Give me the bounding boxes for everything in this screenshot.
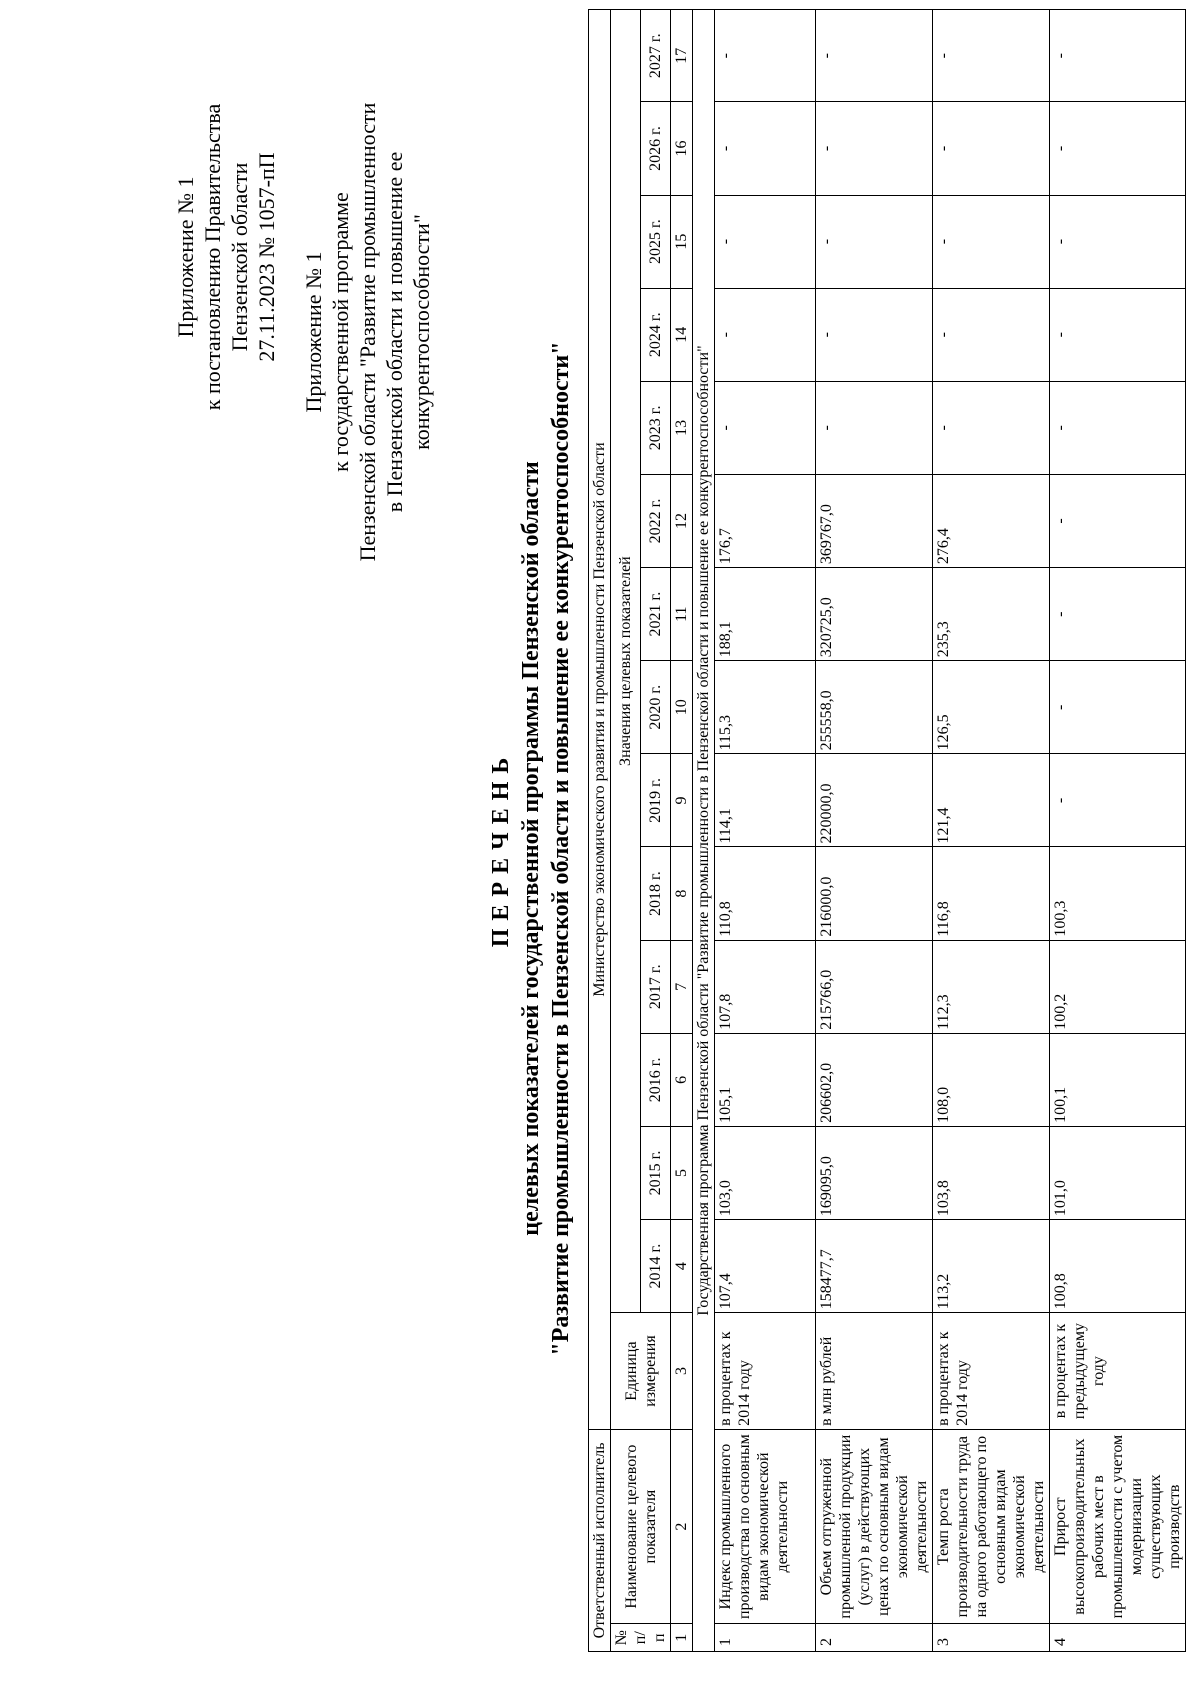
value-cell: 215766,0 [816, 940, 933, 1033]
indicator-unit: в процентах к предыдущему году [1050, 1313, 1186, 1430]
year-header: 2022 г. [641, 474, 671, 567]
value-cell: - [1050, 474, 1186, 567]
value-cell: - [816, 195, 933, 288]
value-cell: 220000,0 [816, 754, 933, 847]
value-cell: 105,1 [715, 1033, 816, 1126]
value-cell: 116,8 [933, 847, 1050, 940]
column-number: 14 [671, 288, 693, 381]
column-number: 10 [671, 661, 693, 754]
value-cell: - [1050, 195, 1186, 288]
value-cell: 276,4 [933, 474, 1050, 567]
appendix-line: Приложение № 1 [301, 251, 326, 413]
year-header: 2019 г. [641, 754, 671, 847]
value-cell: - [933, 195, 1050, 288]
year-header: 2014 г. [641, 1220, 671, 1313]
indicator-unit: в процентах к 2014 году [715, 1313, 816, 1430]
value-cell: - [933, 102, 1050, 195]
table-row [589, 10, 611, 1652]
year-header: 2018 г. [641, 847, 671, 940]
value-cell: 107,8 [715, 940, 816, 1033]
row-number: 1 [715, 1624, 816, 1652]
value-cell: 108,0 [933, 1033, 1050, 1126]
value-cell: - [715, 102, 816, 195]
value-cell: 169095,0 [816, 1126, 933, 1219]
indicator-name: Прирост высокопроизводительных рабочих мест в промышленности с учетом модернизации существующих производств [1050, 1429, 1186, 1623]
year-header: 2021 г. [641, 568, 671, 661]
value-cell: - [816, 288, 933, 381]
indicator-unit: в процентах к 2014 году [933, 1313, 1050, 1430]
value-cell: 121,4 [933, 754, 1050, 847]
column-number: 16 [671, 102, 693, 195]
value-cell: - [1050, 288, 1186, 381]
appendix-line: в Пензенской области и повышение ее [382, 151, 407, 513]
value-cell: - [715, 381, 816, 474]
resp-value: Министерство экономического развития и промышленности Пензенской области [589, 10, 611, 1430]
title-line: ПЕРЕЧЕНЬ [488, 749, 514, 948]
value-cell: - [933, 10, 1050, 102]
program-name: Государственная программа Пензенской области "Развитие промышленности в Пензенской области и повышение ее конкурентоспособности" [693, 10, 715, 1652]
value-cell: - [1050, 102, 1186, 195]
indicator-name: Объем отгруженной промышленной продукции (услуг) в действующих ценах по основным видам экономической деятельности [816, 1429, 933, 1623]
value-cell: 107,4 [715, 1220, 816, 1313]
column-number: 8 [671, 847, 693, 940]
column-number: 2 [671, 1429, 693, 1623]
col-header-no: № п/п [611, 1624, 671, 1652]
year-header: 2020 г. [641, 661, 671, 754]
value-cell: - [816, 10, 933, 102]
value-cell: - [715, 288, 816, 381]
col-header-unit: Единица измерения [611, 1313, 671, 1430]
value-cell: - [816, 381, 933, 474]
appendix-line: конкурентоспособности" [409, 214, 434, 450]
value-cell: 158477,7 [816, 1220, 933, 1313]
indicator-name: Индекс промышленного производства по основным видам экономической деятельности [715, 1429, 816, 1623]
value-cell: 100,2 [1050, 940, 1186, 1033]
year-header: 2027 г. [641, 10, 671, 102]
table-row [816, 10, 933, 1652]
appendix-line: Приложение № 1 [173, 176, 198, 338]
value-cell: 235,3 [933, 568, 1050, 661]
value-cell: - [933, 288, 1050, 381]
value-cell: 100,8 [1050, 1220, 1186, 1313]
row-number: 3 [933, 1624, 1050, 1652]
value-cell: - [933, 381, 1050, 474]
value-cell: 110,8 [715, 847, 816, 940]
appendix-line: 27.11.2023 № 1057-пП [254, 152, 279, 362]
column-number: 9 [671, 754, 693, 847]
column-number: 6 [671, 1033, 693, 1126]
value-cell: 126,5 [933, 661, 1050, 754]
indicator-unit: в млн рублей [816, 1313, 933, 1430]
column-number: 4 [671, 1220, 693, 1313]
indicator-name: Темп роста производительности труда на одного работающего по основным видам экономической деятельности [933, 1429, 1050, 1623]
value-cell: 255558,0 [816, 661, 933, 754]
appendix-program [300, 52, 435, 612]
value-cell: 114,1 [715, 754, 816, 847]
value-cell: - [715, 10, 816, 102]
year-header: 2016 г. [641, 1033, 671, 1126]
indicators-table [588, 9, 1186, 1652]
value-cell: - [816, 102, 933, 195]
value-cell: 206602,0 [816, 1033, 933, 1126]
appendix-line: Пензенской области "Развитие промышленности [355, 102, 380, 562]
value-cell: 216000,0 [816, 847, 933, 940]
year-header: 2026 г. [641, 102, 671, 195]
value-cell: - [1050, 661, 1186, 754]
value-cell: 320725,0 [816, 568, 933, 661]
column-number: 13 [671, 381, 693, 474]
row-number: 4 [1050, 1624, 1186, 1652]
year-header: 2015 г. [641, 1126, 671, 1219]
appendix-line: к постановлению Правительства [200, 103, 225, 411]
value-cell: - [1050, 10, 1186, 102]
col-header-name: Наименование целевого показателя [611, 1429, 671, 1623]
year-header: 2025 г. [641, 195, 671, 288]
year-header: 2024 г. [641, 288, 671, 381]
resp-label: Ответственный исполнитель [589, 1429, 611, 1651]
value-cell: 369767,0 [816, 474, 933, 567]
year-header: 2017 г. [641, 940, 671, 1033]
value-cell: 112,3 [933, 940, 1050, 1033]
column-number: 7 [671, 940, 693, 1033]
year-header: 2023 г. [641, 381, 671, 474]
value-cell: - [715, 195, 816, 288]
value-cell: - [1050, 568, 1186, 661]
value-cell: 100,1 [1050, 1033, 1186, 1126]
column-number: 15 [671, 195, 693, 288]
value-cell: - [1050, 754, 1186, 847]
value-cell: 100,3 [1050, 847, 1186, 940]
value-cell: 103,8 [933, 1126, 1050, 1219]
title-line: "Развитие промышленности в Пензенской области и повышение ее конкурентоспособности" [548, 341, 574, 1356]
column-number: 1 [671, 1624, 693, 1652]
table-row [933, 10, 1050, 1652]
column-number: 11 [671, 568, 693, 661]
column-number: 3 [671, 1313, 693, 1430]
value-cell: 101,0 [1050, 1126, 1186, 1219]
column-number: 5 [671, 1126, 693, 1219]
document-title [486, 0, 576, 1697]
value-cell: - [1050, 381, 1186, 474]
value-cell: 188,1 [715, 568, 816, 661]
value-cell: 176,7 [715, 474, 816, 567]
column-number: 12 [671, 474, 693, 567]
table-row [715, 10, 816, 1652]
appendix-line: к государственной программе [328, 192, 353, 472]
row-number: 2 [816, 1624, 933, 1652]
value-cell: 115,3 [715, 661, 816, 754]
col-header-values: Значения целевых показателей [611, 10, 641, 1313]
table-row [611, 10, 641, 1652]
table-row [1050, 10, 1186, 1652]
appendix-decree [172, 47, 280, 467]
program-row [693, 10, 715, 1652]
appendix-line: Пензенской области [227, 162, 252, 352]
value-cell: 113,2 [933, 1220, 1050, 1313]
title-line: целевых показателей государственной программы Пензенской области [518, 461, 544, 1236]
column-number-row [671, 10, 693, 1652]
value-cell: 103,0 [715, 1126, 816, 1219]
column-number: 17 [671, 10, 693, 102]
